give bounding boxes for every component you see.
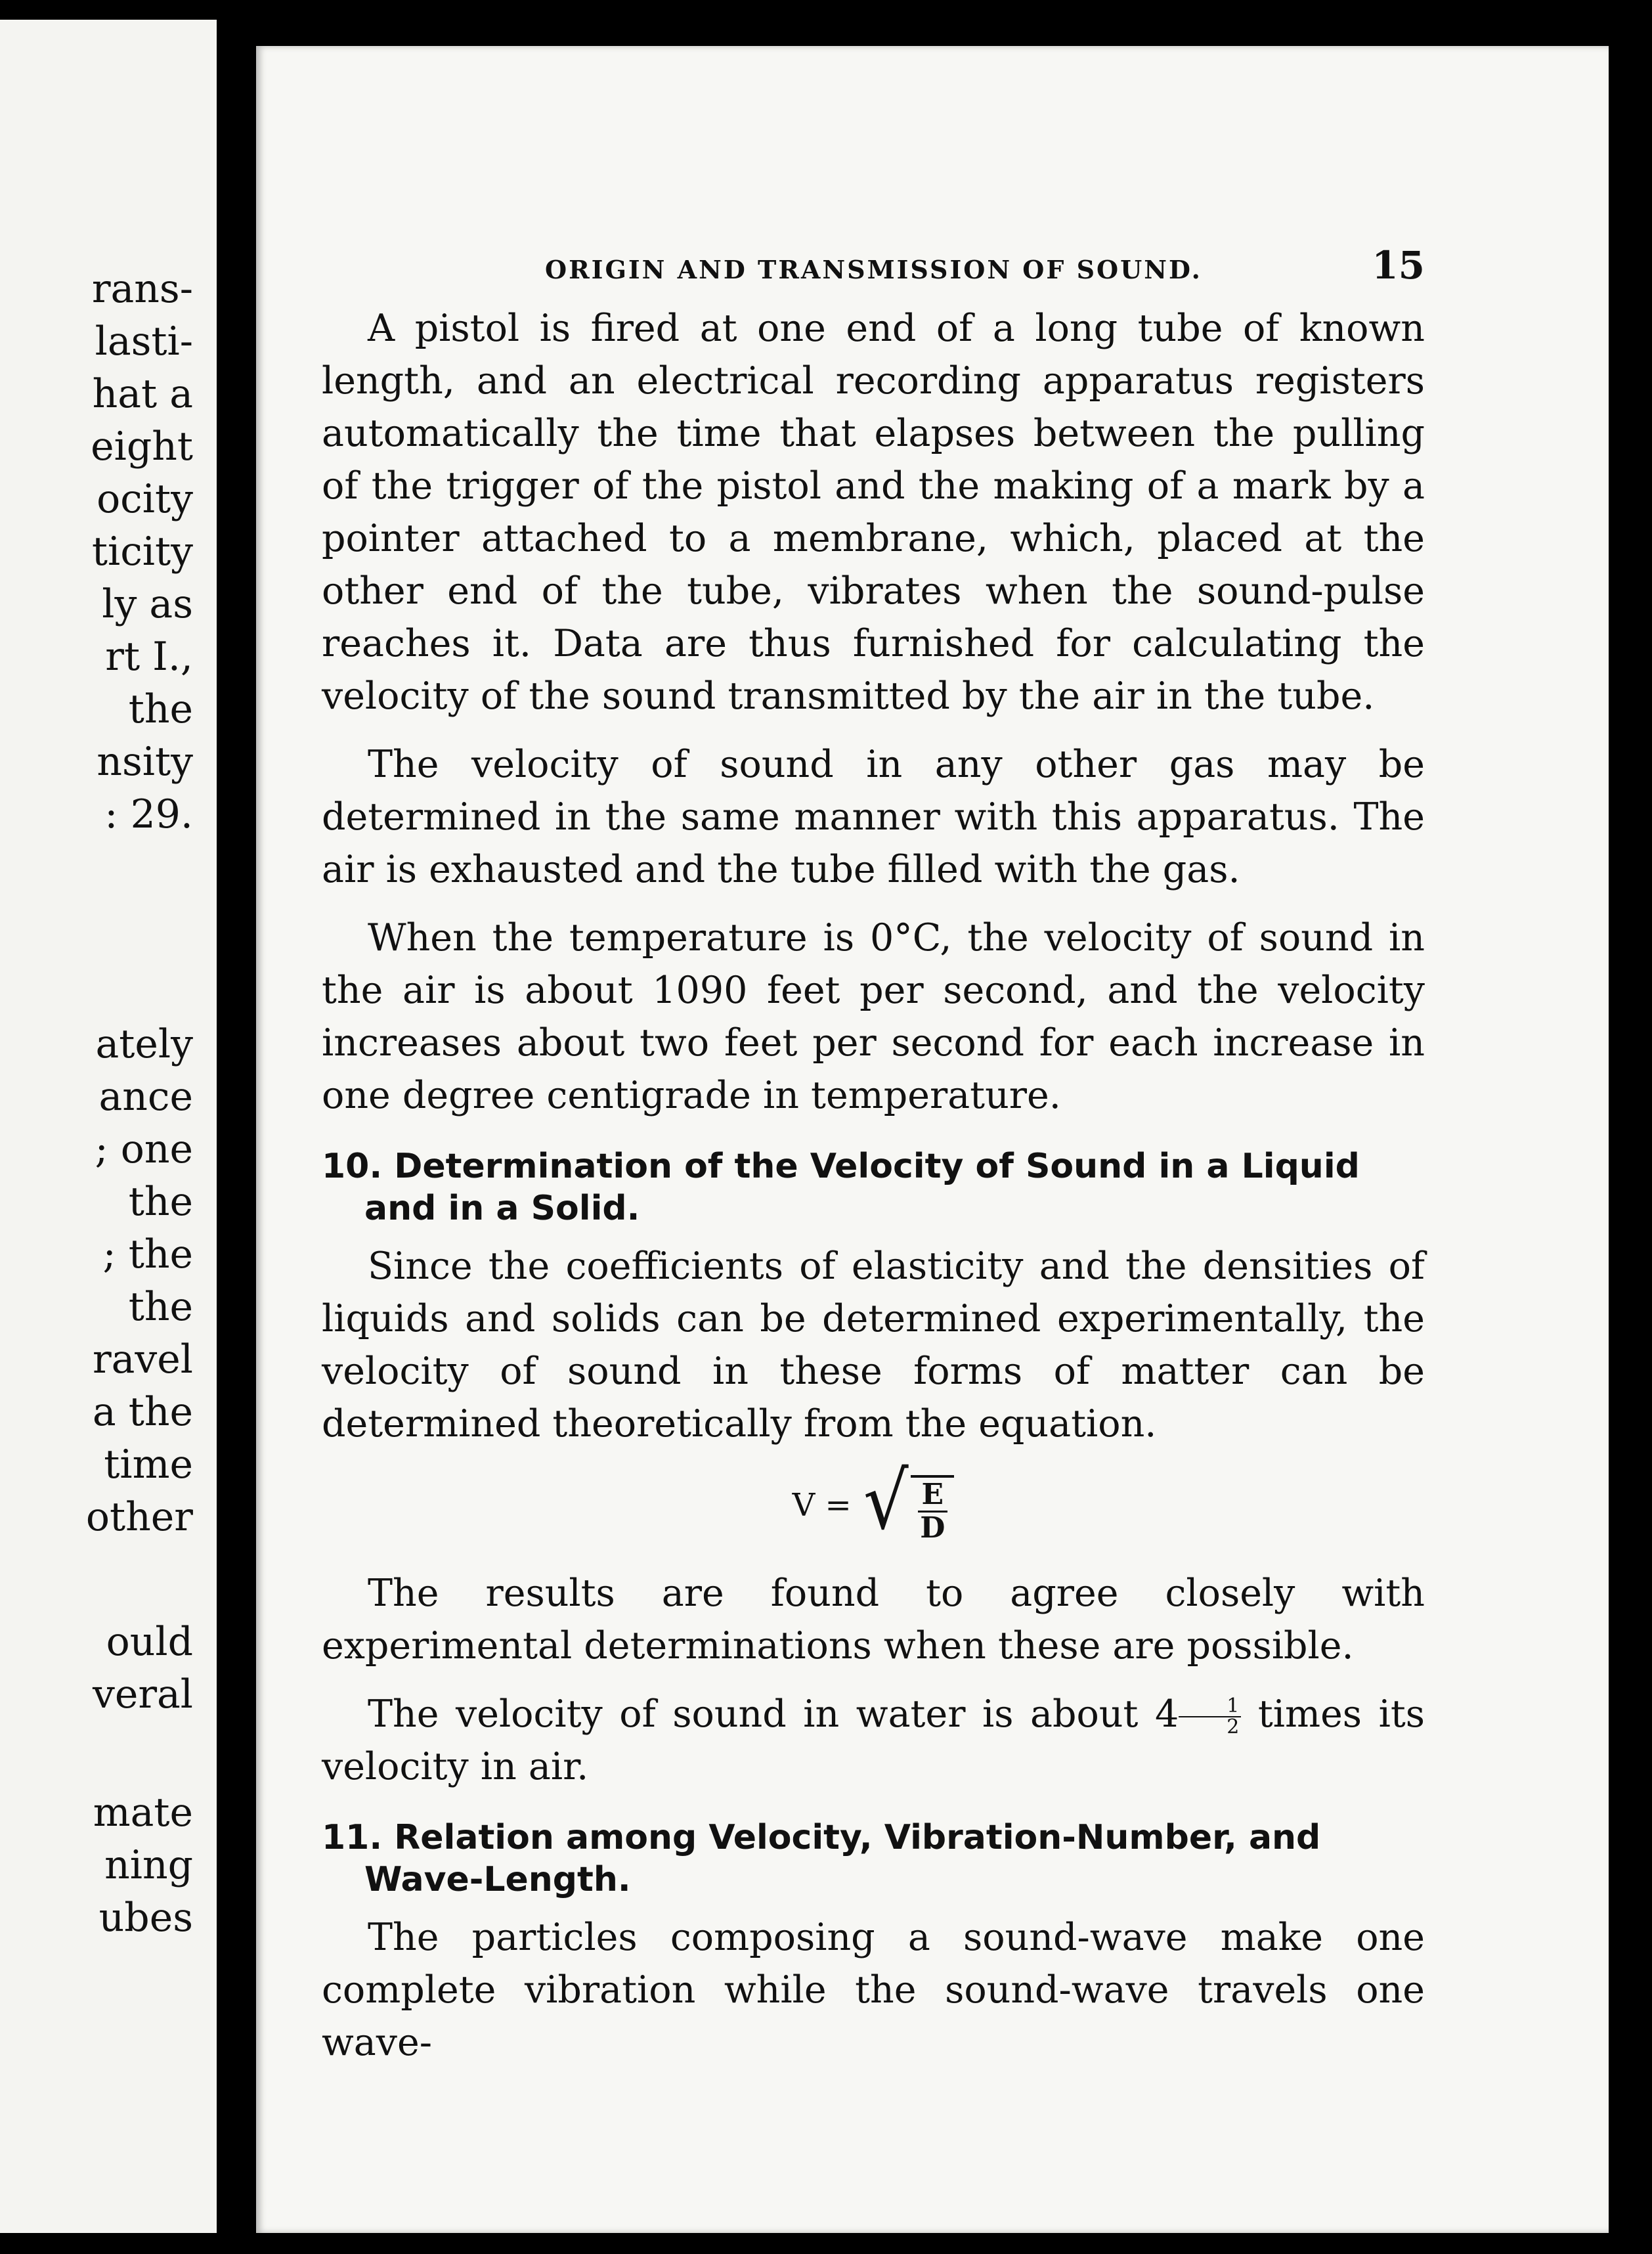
left-page-line: ould bbox=[106, 1619, 193, 1665]
left-page-line: the bbox=[128, 686, 193, 732]
left-page-line: ocity bbox=[97, 476, 193, 522]
left-page-line: veral bbox=[92, 1671, 193, 1717]
radical-sign: √ bbox=[863, 1456, 909, 1547]
right-scan-edge bbox=[1609, 0, 1652, 2254]
left-page-line: ; the bbox=[102, 1231, 193, 1277]
left-page-line: rt I., bbox=[105, 634, 193, 680]
left-page-line: ubes bbox=[98, 1895, 193, 1941]
paragraph-particles: The particles composing a sound-wave make one complete vibration while the sound-wave travels one wave- bbox=[322, 1916, 1425, 2064]
equation-numerator: E bbox=[918, 1479, 948, 1513]
left-page-line: ning bbox=[104, 1842, 193, 1888]
left-page-line: time bbox=[104, 1442, 193, 1488]
paragraph-coefficients: Since the coefficients of elasticity and the densities of liquids and solids can be determined experimentally, the velocity of sound in these forms of matter can be determined theoretically from the equation. bbox=[322, 1245, 1425, 1446]
equation-denominator: D bbox=[920, 1511, 946, 1545]
left-page-line: mate bbox=[93, 1790, 193, 1836]
running-head: ORIGIN AND TRANSMISSION OF SOUND. bbox=[545, 255, 1202, 284]
water-text-start: The velocity of sound in water is about 4 bbox=[368, 1692, 1179, 1736]
velocity-equation bbox=[322, 1456, 1425, 1551]
equation-lhs: V = bbox=[792, 1486, 852, 1524]
left-page-line: ticity bbox=[91, 529, 193, 575]
book-gutter bbox=[217, 0, 256, 2254]
left-page-line: rans- bbox=[91, 266, 193, 312]
left-page-line: other bbox=[85, 1494, 193, 1540]
left-page-line: hat a bbox=[92, 371, 193, 417]
left-page-line: ravel bbox=[92, 1337, 193, 1382]
left-facing-page bbox=[0, 20, 217, 2233]
left-page-line: ately bbox=[95, 1021, 193, 1067]
left-page-line: the bbox=[128, 1284, 193, 1330]
left-page-line: a the bbox=[92, 1389, 193, 1435]
paragraph-water bbox=[322, 1688, 1425, 1793]
section-heading-11: 11. Relation among Velocity, Vibration-Number, and Wave-Length. bbox=[322, 1818, 1321, 1899]
left-page-line: : 29. bbox=[104, 791, 193, 837]
left-page-line: eight bbox=[91, 424, 193, 470]
left-page-line: ance bbox=[98, 1074, 193, 1120]
paragraph-pistol-experiment: A pistol is fired at one end of a long tube of known length, and an electrical recording apparatus registers automatically the time that elapses between the pulling of the trigger of the pistol and the making of a mark by a pointer attached to a membrane, which, placed at the other end of the tube, vibrates when the sound-pulse reaches it. Data are thus furnished for calculating the velocity of the sound transmitted by the air in the tube. bbox=[322, 307, 1425, 718]
page-body bbox=[322, 302, 1425, 2085]
paragraph-other-gas: The velocity of sound in any other gas may be determined in the same manner with this apparatus. The air is exhausted and the tube filled with the gas. bbox=[322, 743, 1425, 891]
paragraph-results: The results are found to agree closely with experimental determinations when these are possible. bbox=[322, 1572, 1425, 1668]
equation-fraction bbox=[911, 1475, 954, 1544]
square-root bbox=[861, 1456, 955, 1547]
water-text-end: times its velocity in air. bbox=[322, 1692, 1425, 1788]
main-page bbox=[256, 46, 1609, 2233]
paragraph-temperature: When the temperature is 0°C, the velocity of sound in the air is about 1090 feet per second, and the velocity increases about two feet per second for each increase in one degree centigrade in temperature. bbox=[322, 916, 1425, 1117]
left-page-line: lasti- bbox=[95, 319, 193, 365]
left-page-line: the bbox=[128, 1179, 193, 1225]
left-page-line: ; one bbox=[95, 1126, 193, 1172]
one-half-fraction: $\frac{1}{2}$ bbox=[1179, 1696, 1241, 1737]
left-page-line: nsity bbox=[97, 739, 193, 785]
page-header bbox=[545, 243, 1425, 288]
page-number: 15 bbox=[1372, 243, 1425, 288]
section-heading-10: 10. Determination of the Velocity of Sound in a Liquid and in a Solid. bbox=[322, 1147, 1360, 1228]
left-page-line: ly as bbox=[102, 581, 193, 627]
